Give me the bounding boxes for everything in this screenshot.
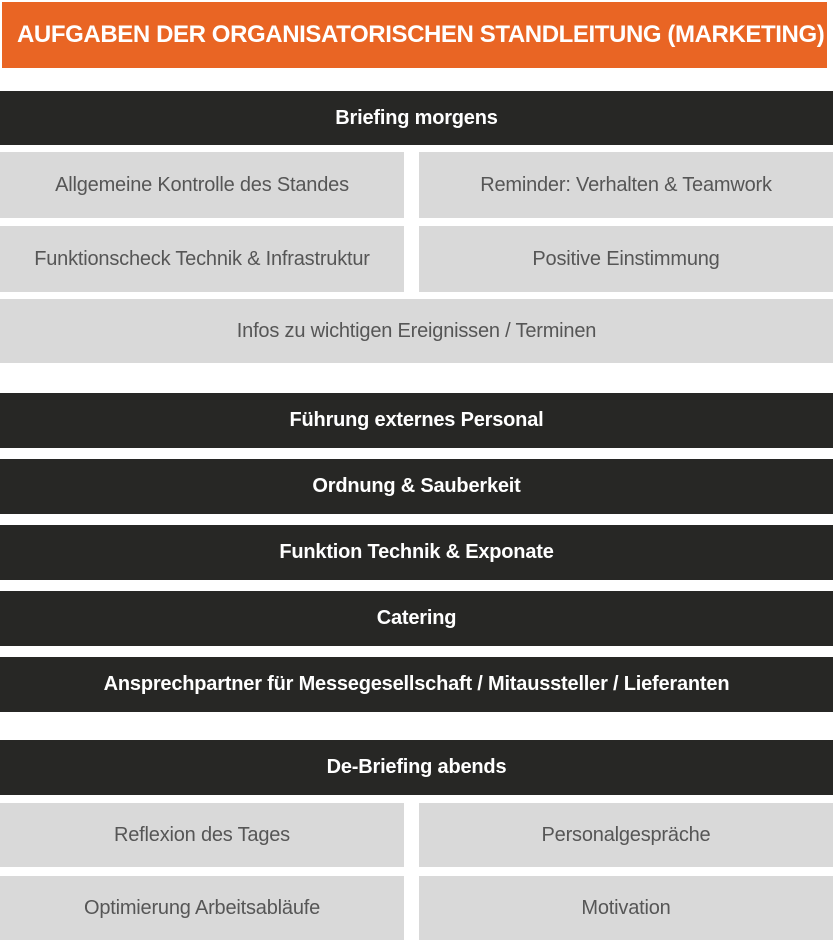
- briefing-row-1: [0, 152, 833, 218]
- task-bar-ordnung-sauberkeit: Ordnung & Sauberkeit: [0, 459, 833, 514]
- briefing-section: [0, 91, 833, 363]
- task-cell-allgemeine-kontrolle: Allgemeine Kontrolle des Standes: [0, 152, 404, 218]
- task-cell-funktionscheck: Funktionscheck Technik & Infrastruktur: [0, 226, 404, 292]
- title-bar: [2, 2, 827, 68]
- task-bars-section: [0, 393, 833, 712]
- task-bar-fuehrung-personal: Führung externes Personal: [0, 393, 833, 448]
- task-cell-positive-einstimmung: Positive Einstimmung: [419, 226, 833, 292]
- debriefing-row-2: [0, 876, 833, 940]
- task-cell-infos-ereignisse: Infos zu wichtigen Ereignissen / Terminen: [0, 299, 833, 363]
- task-cell-personalgespraeche: Personalgespräche: [419, 803, 833, 867]
- debriefing-row-1: [0, 803, 833, 867]
- section-header-debriefing-abends: De-Briefing abends: [0, 740, 833, 795]
- task-cell-reminder-verhalten: Reminder: Verhalten & Teamwork: [419, 152, 833, 218]
- briefing-row-2: [0, 226, 833, 292]
- task-bar-funktion-technik: Funktion Technik & Exponate: [0, 525, 833, 580]
- section-header-briefing-morgens: Briefing morgens: [0, 91, 833, 145]
- page-title: AUFGABEN DER ORGANISATORISCHEN STANDLEITUNG (MARKETING): [17, 21, 825, 48]
- task-cell-motivation: Motivation: [419, 876, 833, 940]
- task-bar-catering: Catering: [0, 591, 833, 646]
- task-cell-reflexion-tages: Reflexion des Tages: [0, 803, 404, 867]
- task-bar-ansprechpartner: Ansprechpartner für Messegesellschaft / Mitaussteller / Lieferanten: [0, 657, 833, 712]
- debriefing-section: [0, 740, 833, 940]
- task-cell-optimierung-arbeitsablaeufe: Optimierung Arbeitsabläufe: [0, 876, 404, 940]
